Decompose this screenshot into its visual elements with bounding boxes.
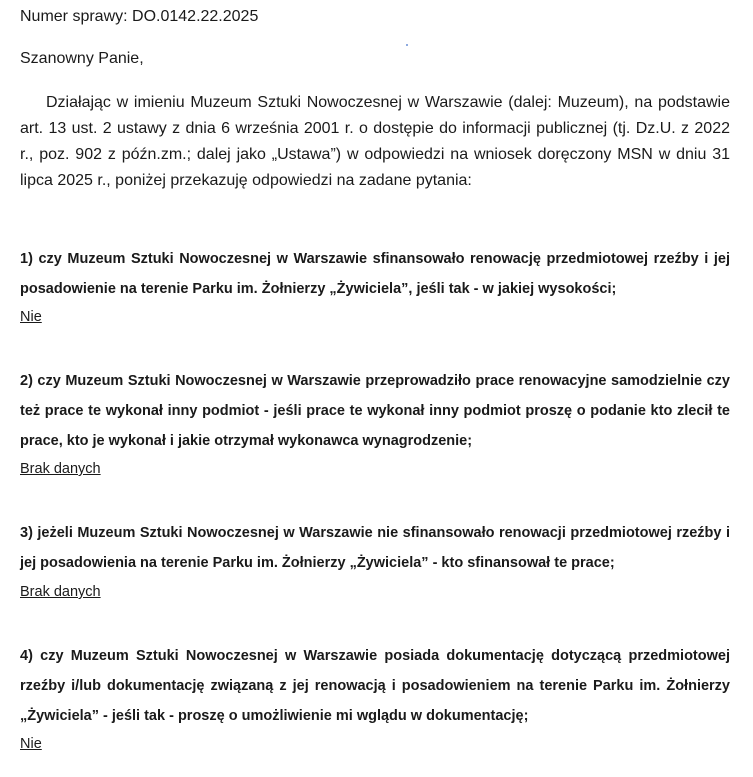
case-number: Numer sprawy: DO.0142.22.2025 — [20, 8, 259, 25]
intro-paragraph: Działając w imieniu Muzeum Sztuki Nowoczesnej w Warszawie (dalej: Muzeum), na podstawie art. 13 ust. 2 ustawy z dnia 6 września 2001 r. o dostępie do informacji publicznej (tj. Dz.U. z 2022 r., poz. 902 z późn.zm.; dalej jako „Ustawa”) w odpowiedzi na wniosek doręczony MSN w dniu 31 lipca 2025 r., poniżej przekazuję odpowiedzi na zadane pytania: — [20, 94, 730, 189]
answer-2: Brak danych — [20, 461, 101, 477]
answer-1: Nie — [20, 309, 42, 325]
question-3: 3) jeżeli Muzeum Sztuki Nowoczesnej w Warszawie nie sfinansowało renowacji przedmiotowej rzeźby i jej posadowienia na terenie Parku im. Żołnierzy „Żywiciela” - kto sfinansował te prace; — [20, 525, 730, 571]
scan-speck — [406, 44, 408, 46]
question-4: 4) czy Muzeum Sztuki Nowoczesnej w Warszawie posiada dokumentację dotyczącą przedmiotowej rzeźby i/lub dokumentację związaną z jej renowacją i posadowieniem na terenie Parku im. Żołnierzy „Żywiciela” - jeśli tak - proszę o umożliwienie mi wglądu w dokumentację; — [20, 648, 730, 724]
question-2: 2) czy Muzeum Sztuki Nowoczesnej w Warszawie przeprowadziło prace renowacyjne samodzielnie czy też prace te wykonał inny podmiot - jeśli prace te wykonał inny podmiot proszę o podanie kto zlecił te prace, kto je wykonał i jakie otrzymał wykonawca wynagrodzenie; — [20, 373, 730, 449]
question-1: 1) czy Muzeum Sztuki Nowoczesnej w Warszawie sfinansowało renowację przedmiotowej rzeźby i jej posadowienie na terenie Parku im. Żołnierzy „Żywiciela”, jeśli tak - w jakiej wysokości; — [20, 251, 730, 297]
answer-4: Nie — [20, 736, 42, 752]
salutation: Szanowny Panie, — [20, 50, 144, 67]
answer-3: Brak danych — [20, 584, 101, 600]
